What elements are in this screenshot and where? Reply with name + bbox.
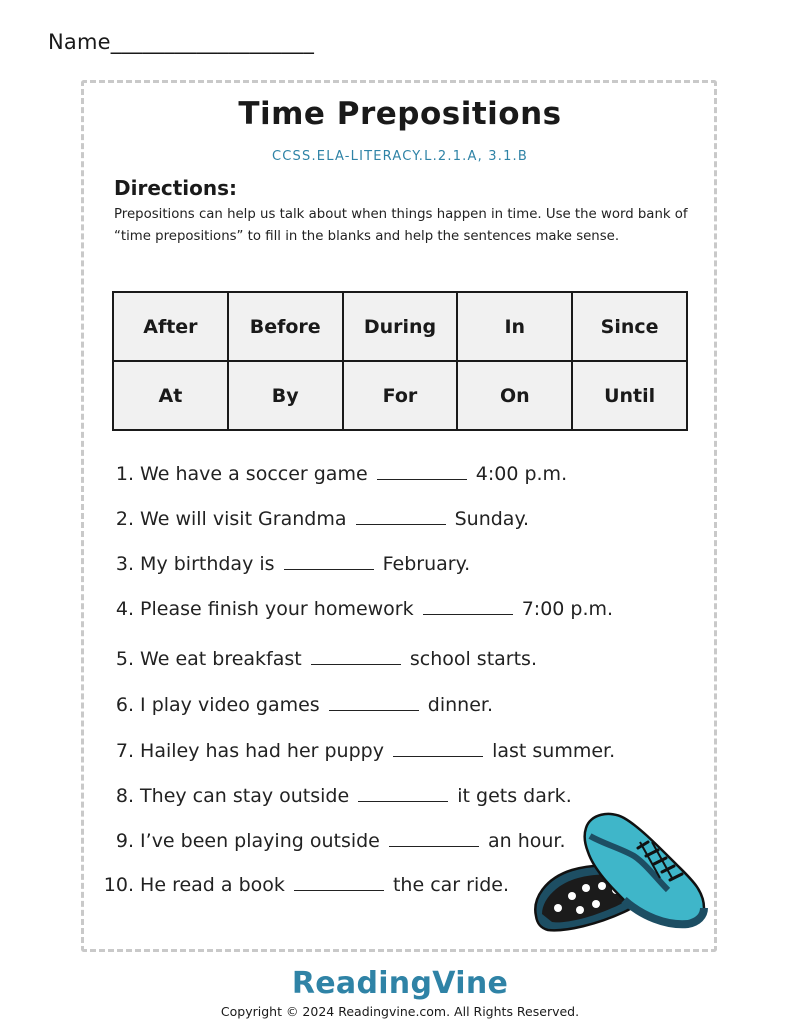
word-bank-cell: Until <box>572 361 687 430</box>
sentence-number: 7. <box>115 740 134 762</box>
sentence-number: 2. <box>115 508 134 530</box>
worksheet-title: Time Prepositions <box>238 96 562 132</box>
sentence-end: it gets dark. <box>457 785 572 807</box>
sentence-item <box>96 648 537 670</box>
word-bank-cell: In <box>457 292 572 361</box>
sentence-start: Hailey has had her puppy <box>140 740 384 762</box>
sentence-item <box>96 553 470 575</box>
sentence-end: 4:00 p.m. <box>475 463 568 485</box>
word-bank-cell: For <box>343 361 458 430</box>
sentence-number: 3. <box>115 553 134 575</box>
word-bank-row <box>113 361 687 430</box>
standard-code: CCSS.ELA-LITERACY.L.2.1.A, 3.1.B <box>272 149 528 164</box>
sentence-item <box>96 830 566 852</box>
sentence-start: I play video games <box>140 694 320 716</box>
sentence-number: 10. <box>103 874 134 896</box>
name-underline: ___________________ <box>110 30 315 54</box>
sentence-number: 4. <box>115 598 134 620</box>
answer-blank[interactable] <box>284 568 374 570</box>
answer-blank[interactable] <box>423 613 513 615</box>
sentence-number: 1. <box>115 463 134 485</box>
word-bank-cell: By <box>228 361 343 430</box>
word-bank-cell: At <box>113 361 228 430</box>
copyright-text: Copyright © 2024 Readingvine.com. All Rights Reserved. <box>220 1004 580 1019</box>
sentence-number: 9. <box>115 830 134 852</box>
brand-logo: ReadingVine <box>291 966 509 1001</box>
sentence-start: He read a book <box>140 874 285 896</box>
directions-heading: Directions: <box>114 176 238 200</box>
word-bank-cell: Before <box>228 292 343 361</box>
sentence-start: They can stay outside <box>140 785 350 807</box>
answer-blank[interactable] <box>393 755 483 757</box>
word-bank-cell: During <box>343 292 458 361</box>
sentence-end: the car ride. <box>392 874 510 896</box>
word-bank-cell: On <box>457 361 572 430</box>
sentence-number: 5. <box>115 648 134 670</box>
sentence-end: school starts. <box>409 648 537 670</box>
answer-blank[interactable] <box>311 663 401 665</box>
directions-text: Prepositions can help us talk about when things happen in time. Use the word bank of “time prepositions” to fill in the blanks and help the sentences make sense. <box>114 207 688 244</box>
sentence-end: 7:00 p.m. <box>521 598 614 620</box>
sentence-start: We have a soccer game <box>140 463 368 485</box>
name-label: Name <box>48 30 111 54</box>
word-bank-row <box>113 292 687 361</box>
sentence-start: Please finish your homework <box>140 598 414 620</box>
word-bank-cell: After <box>113 292 228 361</box>
word-bank-table <box>112 291 688 431</box>
sentence-end: February. <box>382 553 471 575</box>
sentence-end: dinner. <box>427 694 494 716</box>
sentence-end: an hour. <box>487 830 566 852</box>
sentence-item <box>96 694 493 716</box>
answer-blank[interactable] <box>356 523 446 525</box>
answer-blank[interactable] <box>294 889 384 891</box>
sentence-start: I’ve been playing outside <box>140 830 380 852</box>
word-bank-cell: Since <box>572 292 687 361</box>
soccer-cleat-icon <box>528 808 713 938</box>
sentence-item <box>96 463 567 485</box>
sentence-item <box>96 785 572 807</box>
answer-blank[interactable] <box>329 709 419 711</box>
name-field[interactable] <box>48 30 314 54</box>
sentence-number: 8. <box>115 785 134 807</box>
sentence-item <box>96 508 529 530</box>
answer-blank[interactable] <box>358 800 448 802</box>
sentence-start: We eat breakfast <box>140 648 302 670</box>
sentence-item <box>96 740 615 762</box>
sentence-start: We will visit Grandma <box>140 508 347 530</box>
sentence-item <box>96 874 509 896</box>
sentence-item <box>96 598 613 620</box>
answer-blank[interactable] <box>389 845 479 847</box>
sentence-start: My birthday is <box>140 553 275 575</box>
sentence-end: last summer. <box>492 740 616 762</box>
answer-blank[interactable] <box>377 478 467 480</box>
sentence-number: 6. <box>115 694 134 716</box>
sentence-end: Sunday. <box>454 508 530 530</box>
